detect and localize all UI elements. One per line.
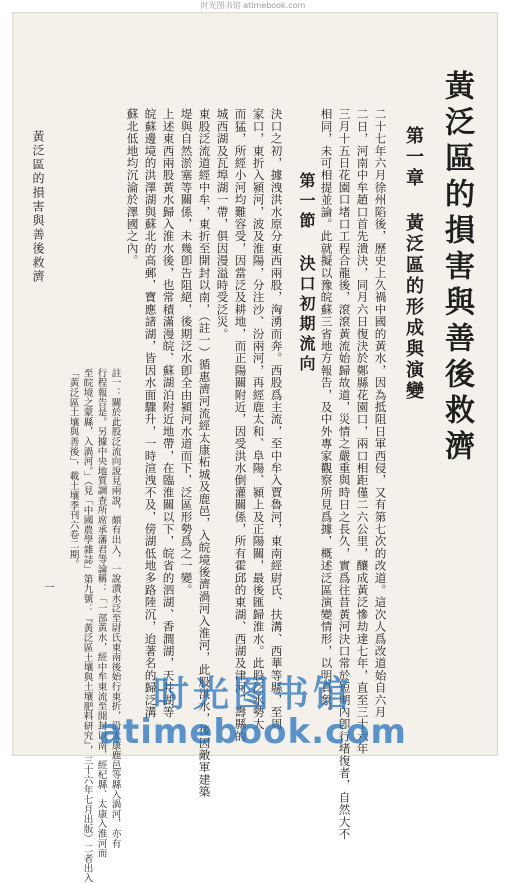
running-head: 黃泛區的損害與善後救濟: [31, 130, 45, 284]
source-watermark-top: 时光图书馆 atimebook.com: [200, 1, 306, 10]
intro-line: 三月十五日花園口堵口工程合龍後，滾滾黃流始歸故道，災情之嚴重與時日之長久，實爲往昔黃河決口常於短期內卽行堵復者，自然大不: [337, 108, 352, 840]
footnote-line: 至皖境之蒙縣，入渦河。」（見「中國農學雜誌」第九號：『黃泛區土壤與土壤肥料研究』，三十六年七月出版）二者出入: [81, 368, 93, 883]
body-line: 堤與自然淤塞等關係，未幾卽告阻絕，後期泛水卽全由潁河水道而下，泛區形勢爲之一變。: [179, 108, 194, 596]
intro-line: 二十七年六月徐州陷後，歷史上久禍中國的黃水，因為抵阻日軍西侵，又有第七次的改道。這次人爲改道始自六月: [373, 108, 388, 718]
body-line: 皖蘇邊境的洪澤湖與蘇北的高郵，寶應諸湖，皆因水面驟升，一時渲洩不及，傍湖低地多路陸沉，迨著名的歸泛溝: [143, 108, 158, 718]
body-line: 家口，東折入潁河，波及淮陽，分注沙、汾兩河，再經鹿太和、阜陽、潁上及正陽關，最後匯歸淮水。此股泛水勢大: [251, 108, 266, 731]
intro-line: 相同，未可相提並論。此就擬以豫皖蘇三省地方報告，及中外專家觀察所見爲據，概述泛區演變情形，以明真象。: [319, 108, 334, 718]
body-line: 決口之初，據洩洪水原分東西兩股，洶湧而奔。西股爲主流，至中牟入賈魯河，東南經尉氏、扶溝、西華等縣，至周: [269, 108, 284, 731]
body-line: 而猛，所經小河均難容受，因當泛及耕地，而正陽關附近，因受洪水倒灌關係，所有霍邱的東湖、西湖及津河，壽縣的: [233, 108, 248, 743]
page-title: 黃泛區的損害與善後救濟: [439, 70, 474, 466]
intro-line: 二日，河南中牟趙口首先潰決，同月六日復決於鄭縣花園口，兩口相距僅二六公里，釀成黃泛慘劫達七年，直至三十六年: [355, 108, 370, 755]
page-number: 一: [42, 582, 53, 592]
book-page: [12, 12, 498, 883]
body-line: 蘇北低地均沉淪於澤國之內。: [125, 108, 140, 267]
section-heading: 第一節 決口初期流向: [297, 172, 316, 375]
chapter-heading: 第一章 黃泛區的形成與演變: [403, 126, 424, 402]
body-line: 城西湖及瓦埠湖一帶，俱因漫溢時受泛災。: [215, 108, 230, 340]
footnote-line: 「黃泛區土壤與善後」，載土壤季刊六卷二期。: [67, 368, 79, 569]
site-watermark-chinese: 时光图书馆: [152, 674, 353, 715]
body-line: 東股泛流道經中牟，東折至開封以南，（註一）循惠濟河流經太康柘城及鹿邑，入皖境後濟渦河入淮河，此股洪水，後因敵軍建築: [197, 108, 212, 798]
footnote-line: 註一：關於此股泛流向說見兩說，頗有出入，一說潰水泛至尉氏東南後始行東折，沿太康鹿邑等縣入渦河，亦有: [109, 368, 121, 849]
footnote-line: 行程報告是。另據中央地質調查所席承藩君等論稱：「一部黃水，經中牟東流至開封以南，經杞縣、太康入淮河而: [95, 368, 107, 858]
site-watermark-url: atimebook.com: [99, 712, 407, 752]
body-line: 上述東西兩股黃水歸入淮水後，也常積滿漫皖、蘇湖泊附近地帶，在臨淮關以下，皖省的泗湖、香澗湖，天井湖等: [161, 108, 176, 718]
